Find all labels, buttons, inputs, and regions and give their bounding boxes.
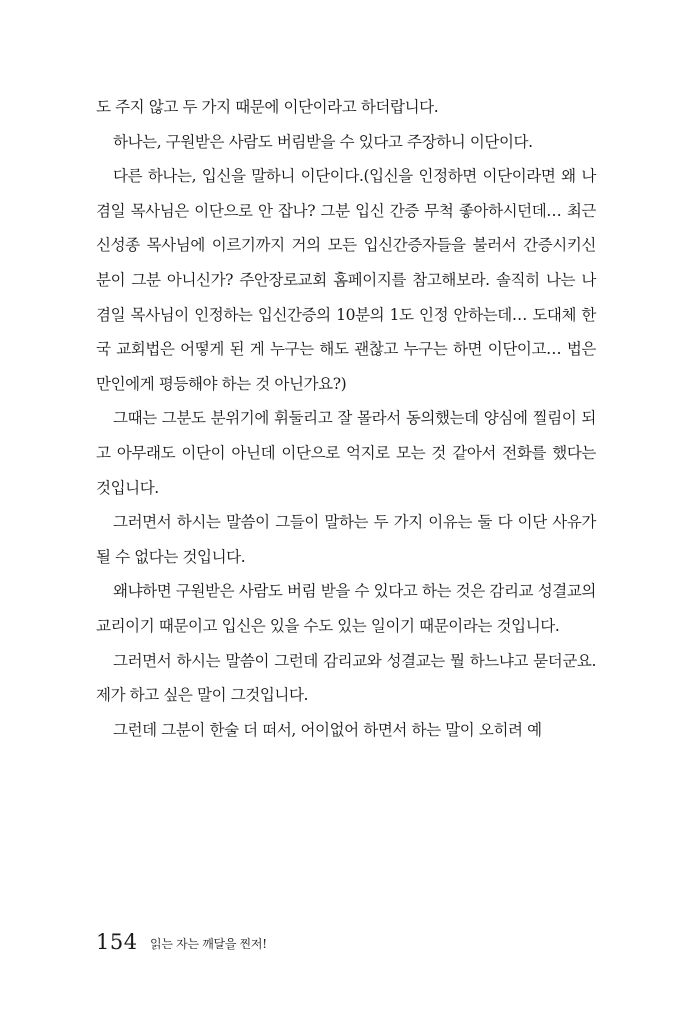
paragraph: 왜냐하면 구원받은 사람도 버림 받을 수 있다고 하는 것은 감리교 성결교의 교리이기 때문이고 입신은 있을 수도 있는 일이기 때문이라는 것입니다. xyxy=(96,582,596,635)
paragraph: 그런데 그분이 한술 더 떠서, 어이없어 하면서 하는 말이 오히려 예 xyxy=(113,720,542,739)
paragraph: 그러면서 하시는 말씀이 그들이 말하는 두 가지 이유는 둘 다 이단 사유가 될 수 없다는 것입니다. xyxy=(96,513,596,566)
paragraph: 그때는 그분도 분위기에 휘둘리고 잘 몰라서 동의했는데 양심에 찔림이 되고 아무래도 이단이 아닌데 이단으로 억지로 모는 것 같아서 전화를 했다는 것입니다. xyxy=(96,409,596,497)
running-title: 읽는 자는 깨달을 찐저! xyxy=(150,937,267,951)
paragraph: 다른 하나는, 입신을 말하니 이단이다.(입신을 인정하면 이단이라면 왜 나겸일 목사님은 이단으로 안 잡나? 그분 입신 간증 무척 좋아하시던데… 최근 신성종 목사님에 이르기까지 거의 모든 입신간증자들을 불러서 간증시키신 분이 그분 아니신가? 주안장로교회 홈페이지를 참고해보라. 솔직히 나는 나겸일 목사님이 인정하는 입신간증의 10분의 1도 인정 안하는데… 도대체 한국 교회법은 어떻게 된 게 누구는 해도 괜찮고 누구는 하면 이단이고… 법은 만인에게 평등해야 하는 것 아닌가요?) xyxy=(96,167,596,393)
paragraph: 그러면서 하시는 말씀이 그런데 감리교와 성결교는 뭘 하느냐고 묻더군요. 제가 하고 싶은 말이 그것입니다. xyxy=(96,651,596,705)
paragraph: 도 주지 않고 두 가지 때문에 이단이라고 하더랍니다. xyxy=(96,98,439,116)
page-footer xyxy=(96,930,267,954)
body-text xyxy=(96,90,596,747)
paragraph: 하나는, 구원받은 사람도 버림받을 수 있다고 주장하니 이단이다. xyxy=(113,132,533,151)
page-number: 154 xyxy=(96,930,138,954)
